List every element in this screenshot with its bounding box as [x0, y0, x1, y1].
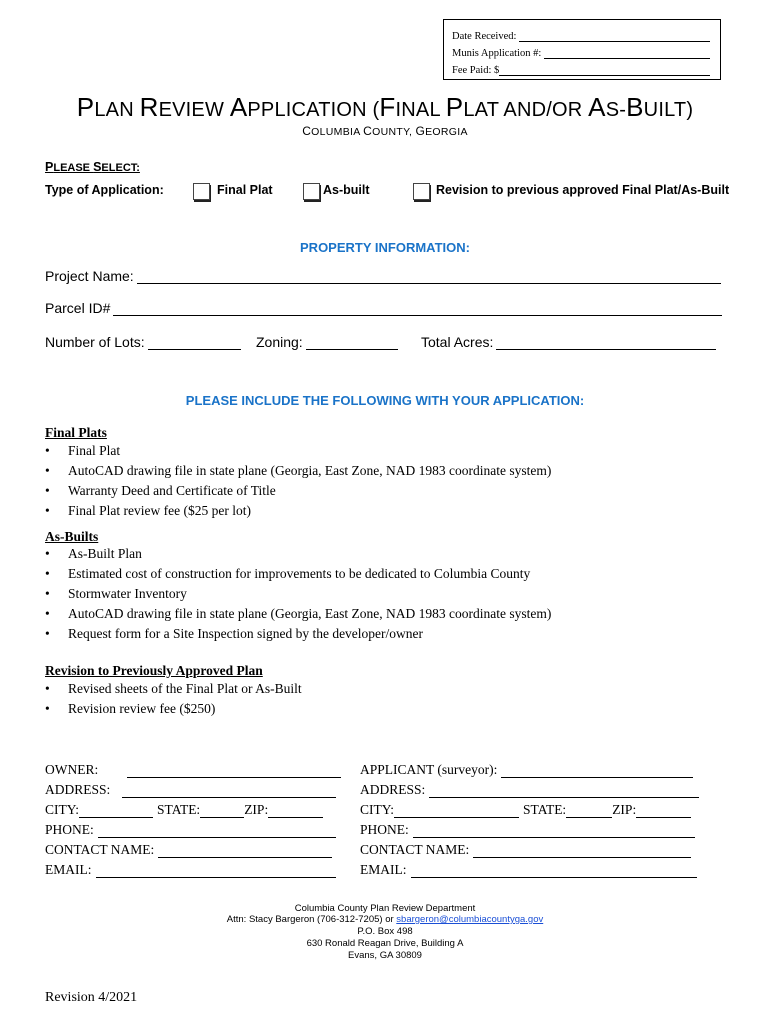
total-acres-row: [421, 334, 716, 350]
list-item: • As-Built Plan: [45, 546, 142, 561]
as-builts-heading: As-Builts: [45, 529, 99, 544]
final-plat-checkbox[interactable]: [193, 183, 210, 200]
applicant-zip-label: ZIP:: [612, 802, 637, 817]
owner-phone-label: PHONE:: [45, 822, 94, 837]
list-item: • Final Plat: [45, 443, 121, 458]
zoning-label: Zoning:: [256, 334, 303, 350]
applicant-city-row: [360, 802, 691, 818]
owner-state-field[interactable]: [200, 804, 244, 818]
owner-address-field[interactable]: [122, 784, 336, 798]
owner-city-label: CITY:: [45, 802, 80, 817]
applicant-zip-field[interactable]: [636, 804, 691, 818]
munis-application-field[interactable]: [544, 48, 710, 59]
list-item: • AutoCAD drawing file in state plane (Georgia, East Zone, NAD 1983 coordinate system): [45, 463, 552, 478]
zoning-field[interactable]: [306, 335, 398, 350]
revision-checkbox[interactable]: [413, 183, 430, 200]
owner-email-row: [45, 862, 336, 878]
parcel-id-label: Parcel ID#: [45, 300, 111, 316]
applicant-email-row: [360, 862, 697, 878]
owner-address-row: [45, 782, 336, 798]
as-built-checkbox[interactable]: [303, 183, 320, 200]
number-of-lots-field[interactable]: [148, 335, 241, 350]
revision-heading: Revision to Previously Approved Plan: [45, 663, 263, 678]
revision-date: Revision 4/2021: [45, 990, 138, 1005]
total-acres-label: Total Acres:: [421, 334, 494, 350]
parcel-id-field[interactable]: [113, 301, 722, 316]
fee-paid-label: Fee Paid: $: [452, 65, 500, 76]
fee-paid-line: [452, 62, 710, 76]
list-item: • Revision review fee ($250): [45, 701, 216, 716]
applicant-city-label: CITY:: [360, 802, 395, 817]
applicant-row: [360, 762, 693, 778]
office-use-box: [443, 19, 721, 80]
zoning-row: [256, 334, 398, 350]
number-of-lots-label: Number of Lots:: [45, 334, 145, 350]
list-item: • Final Plat review fee ($25 per lot): [45, 503, 251, 518]
owner-label: OWNER:: [45, 762, 99, 777]
applicant-label: APPLICANT (surveyor):: [360, 762, 498, 777]
applicant-contact-name-label: CONTACT NAME:: [360, 842, 470, 857]
page-subtitle: COLUMBIA COUNTY, GEORGIA: [302, 124, 468, 138]
owner-contact-name-label: CONTACT NAME:: [45, 842, 155, 857]
owner-phone-field[interactable]: [98, 824, 336, 838]
include-heading: PLEASE INCLUDE THE FOLLOWING WITH YOUR APPLICATION:: [185, 393, 585, 408]
date-received-label: Date Received:: [452, 31, 517, 42]
footer-attn: Attn: Stacy Bargeron (706-312-7205) or sbargeron@columbiacountyga.gov: [226, 914, 544, 925]
applicant-address-field[interactable]: [429, 784, 699, 798]
list-item: • Request form for a Site Inspection signed by the developer/owner: [45, 626, 424, 641]
owner-email-field[interactable]: [96, 864, 336, 878]
owner-email-label: EMAIL:: [45, 862, 92, 877]
please-select-heading: PLEASE SELECT:: [45, 160, 140, 174]
owner-contact-name-field[interactable]: [158, 844, 332, 858]
property-information-heading: PROPERTY INFORMATION:: [300, 240, 470, 255]
applicant-field[interactable]: [501, 764, 693, 778]
list-item: • Stormwater Inventory: [45, 586, 187, 601]
as-built-option-label: As-built: [323, 183, 370, 197]
type-of-application-label: Type of Application:: [45, 183, 164, 197]
footer-street: 630 Ronald Reagan Drive, Building A: [306, 938, 464, 949]
revision-option-label: Revision to previous approved Final Plat/As-Built: [436, 183, 730, 197]
owner-zip-field[interactable]: [268, 804, 323, 818]
applicant-phone-label: PHONE:: [360, 822, 409, 837]
owner-city-field[interactable]: [79, 804, 153, 818]
footer-email-link[interactable]: sbargeron@columbiacountyga.gov: [396, 914, 544, 925]
total-acres-field[interactable]: [496, 335, 716, 350]
applicant-email-field[interactable]: [411, 864, 697, 878]
fee-paid-field[interactable]: [499, 65, 710, 76]
munis-application-label: Munis Application #:: [452, 48, 542, 59]
owner-state-label: STATE:: [157, 802, 201, 817]
footer-department: Columbia County Plan Review Department: [294, 903, 476, 914]
applicant-address-row: [360, 782, 699, 798]
footer-city: Evans, GA 30809: [348, 950, 422, 961]
owner-zip-label: ZIP:: [244, 802, 269, 817]
applicant-email-label: EMAIL:: [360, 862, 407, 877]
applicant-phone-row: [360, 822, 695, 838]
list-item: • Warranty Deed and Certificate of Title: [45, 483, 276, 498]
list-item: • Revised sheets of the Final Plat or As-Built: [45, 681, 302, 696]
munis-application-line: [452, 45, 710, 59]
project-name-field[interactable]: [137, 269, 721, 284]
list-item: • AutoCAD drawing file in state plane (Georgia, East Zone, NAD 1983 coordinate system): [45, 606, 552, 621]
footer-po-box: P.O. Box 498: [357, 926, 413, 937]
date-received-field[interactable]: [519, 31, 710, 42]
parcel-id-row: [45, 300, 722, 316]
final-plat-option-label: Final Plat: [217, 183, 273, 197]
list-item: • Estimated cost of construction for improvements to be dedicated to Columbia County: [45, 566, 531, 581]
final-plats-heading: Final Plats: [45, 425, 107, 440]
owner-address-label: ADDRESS:: [45, 782, 111, 797]
owner-field[interactable]: [127, 764, 341, 778]
lots-row: [45, 334, 241, 350]
applicant-address-label: ADDRESS:: [360, 782, 426, 797]
applicant-state-label: STATE:: [523, 802, 567, 817]
owner-city-row: [45, 802, 323, 818]
applicant-phone-field[interactable]: [413, 824, 695, 838]
owner-phone-row: [45, 822, 336, 838]
applicant-city-field[interactable]: [394, 804, 519, 818]
date-received-line: [452, 28, 710, 42]
project-name-row: [45, 268, 721, 284]
project-name-label: Project Name:: [45, 268, 134, 284]
page-title: PLAN REVIEW APPLICATION (FINAL PLAT AND/OR AS-BUILT): [76, 92, 694, 122]
applicant-contact-name-field[interactable]: [473, 844, 691, 858]
owner-row: [45, 762, 341, 778]
owner-contact-name-row: [45, 842, 332, 858]
applicant-contact-name-row: [360, 842, 691, 858]
applicant-state-field[interactable]: [566, 804, 612, 818]
